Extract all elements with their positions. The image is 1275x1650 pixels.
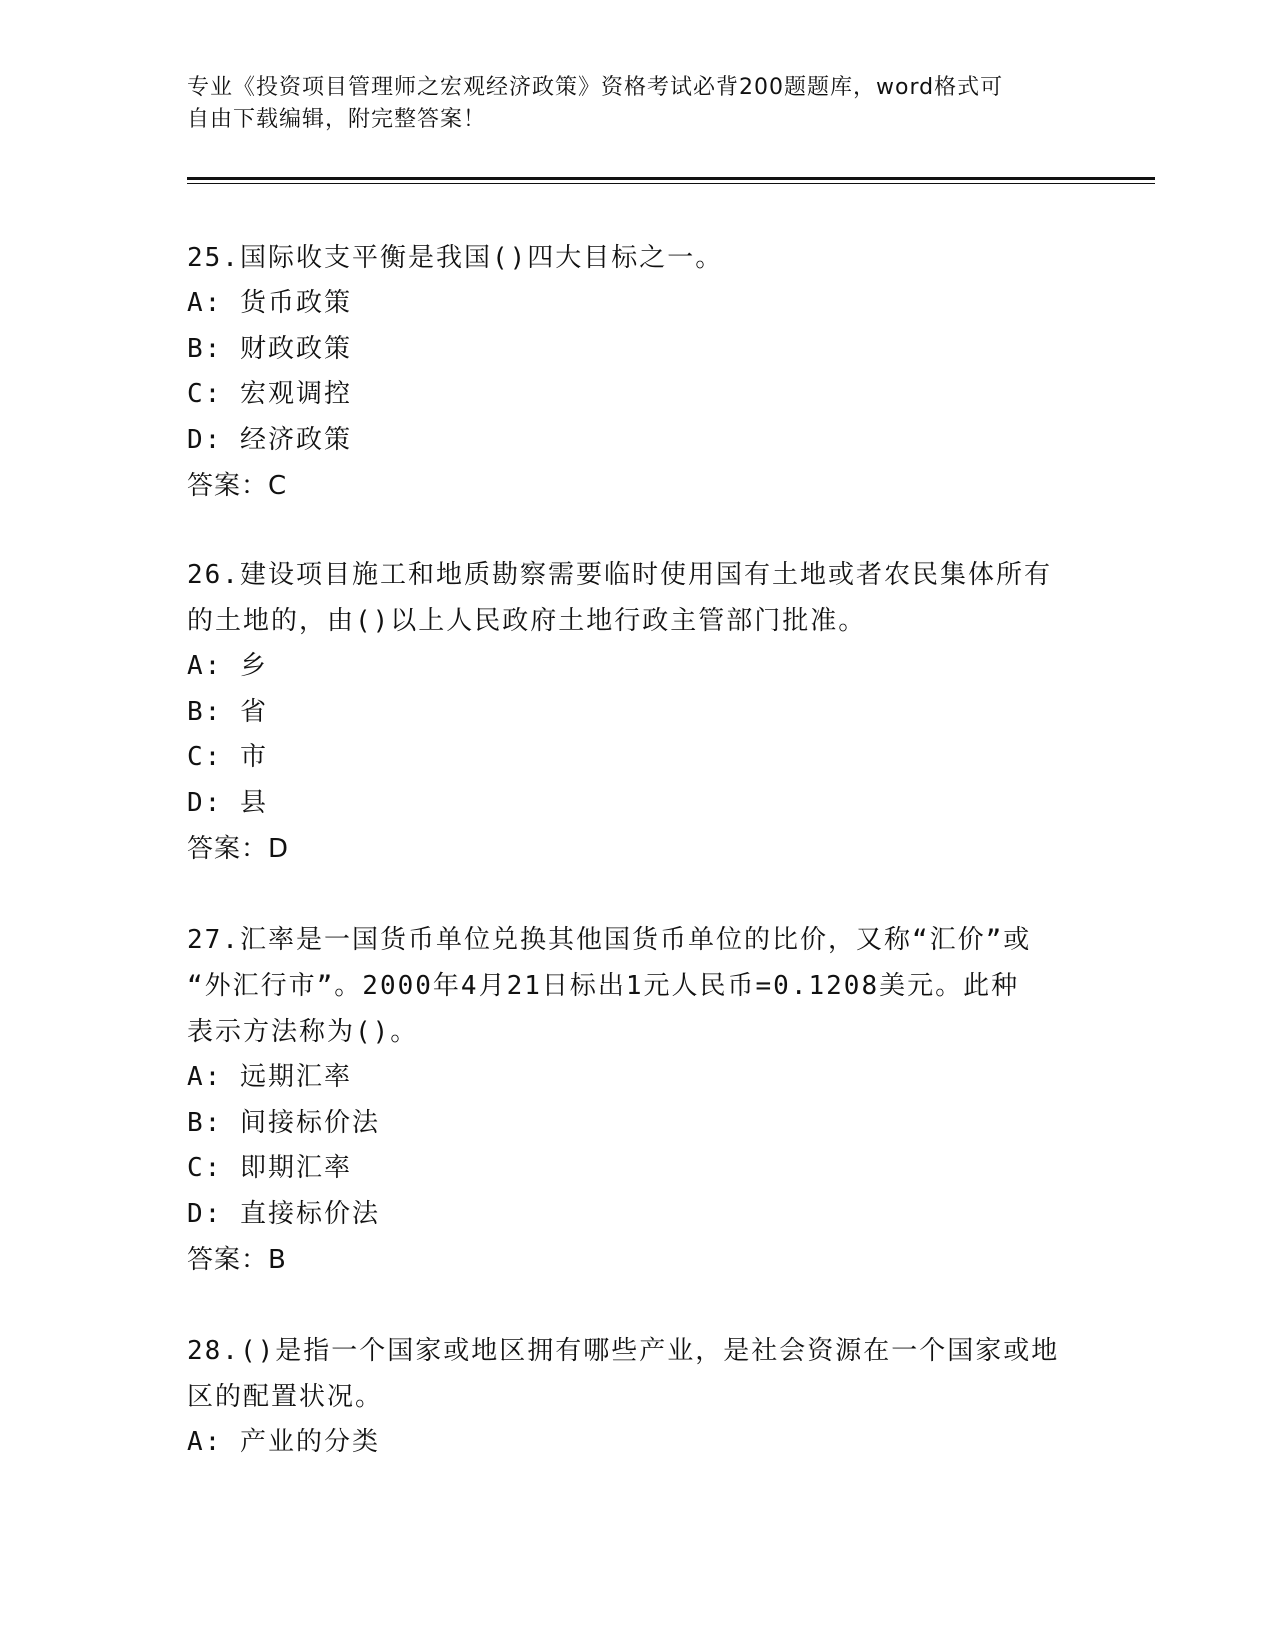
option-d: D: 经济政策 xyxy=(187,424,352,455)
answer-line: 答案：D xyxy=(187,834,290,864)
answer-line: 答案：B xyxy=(187,1245,287,1275)
option-a: A: 产业的分类 xyxy=(187,1427,380,1457)
question-stem-line: 表示方法称为()。 xyxy=(187,1017,419,1047)
question-27 xyxy=(187,917,1067,1283)
option-d: D: 县 xyxy=(187,787,268,818)
option-a: A: 远期汇率 xyxy=(187,1062,352,1092)
option-b: B: 省 xyxy=(187,696,268,727)
option-b: B: 间接标价法 xyxy=(187,1107,380,1138)
question-28 xyxy=(187,1328,1067,1466)
question-stem-line: 27.汇率是一国货币单位兑换其他国货币单位的比价，又称“汇价”或 xyxy=(187,925,1032,955)
option-a: A: 乡 xyxy=(187,651,268,681)
question-25 xyxy=(187,235,1067,509)
question-stem-line: 26.建设项目施工和地质勘察需要临时使用国有土地或者农民集体所有 xyxy=(187,560,1052,590)
header-divider-thin xyxy=(187,183,1155,184)
question-stem-line: 的土地的，由()以上人民政府土地行政主管部门批准。 xyxy=(187,606,867,636)
option-c: C: 市 xyxy=(187,742,268,772)
option-b: B: 财政政策 xyxy=(187,333,352,364)
question-stem-line: “外汇行市”。2000年4月21日标出1元人民币=0.1208美元。此种 xyxy=(187,971,1020,1001)
answer-line: 答案：C xyxy=(187,471,288,501)
option-a: A: 货币政策 xyxy=(187,288,352,318)
question-stem-line: 区的配置状况。 xyxy=(187,1382,384,1412)
header-divider-thick xyxy=(187,177,1155,180)
option-c: C: 即期汇率 xyxy=(187,1153,352,1183)
header-line-1: 专业《投资项目管理师之宏观经济政策》资格考试必背200题题库，word格式可 xyxy=(187,75,1004,100)
question-stem-line: 28.()是指一个国家或地区拥有哪些产业，是社会资源在一个国家或地 xyxy=(187,1336,1060,1366)
document-header xyxy=(187,72,1067,136)
question-26 xyxy=(187,552,1067,872)
question-stem-line: 25.国际收支平衡是我国()四大目标之一。 xyxy=(187,243,724,273)
header-line-2: 自由下载编辑，附完整答案！ xyxy=(187,107,487,132)
option-c: C: 宏观调控 xyxy=(187,379,352,409)
option-d: D: 直接标价法 xyxy=(187,1198,380,1229)
